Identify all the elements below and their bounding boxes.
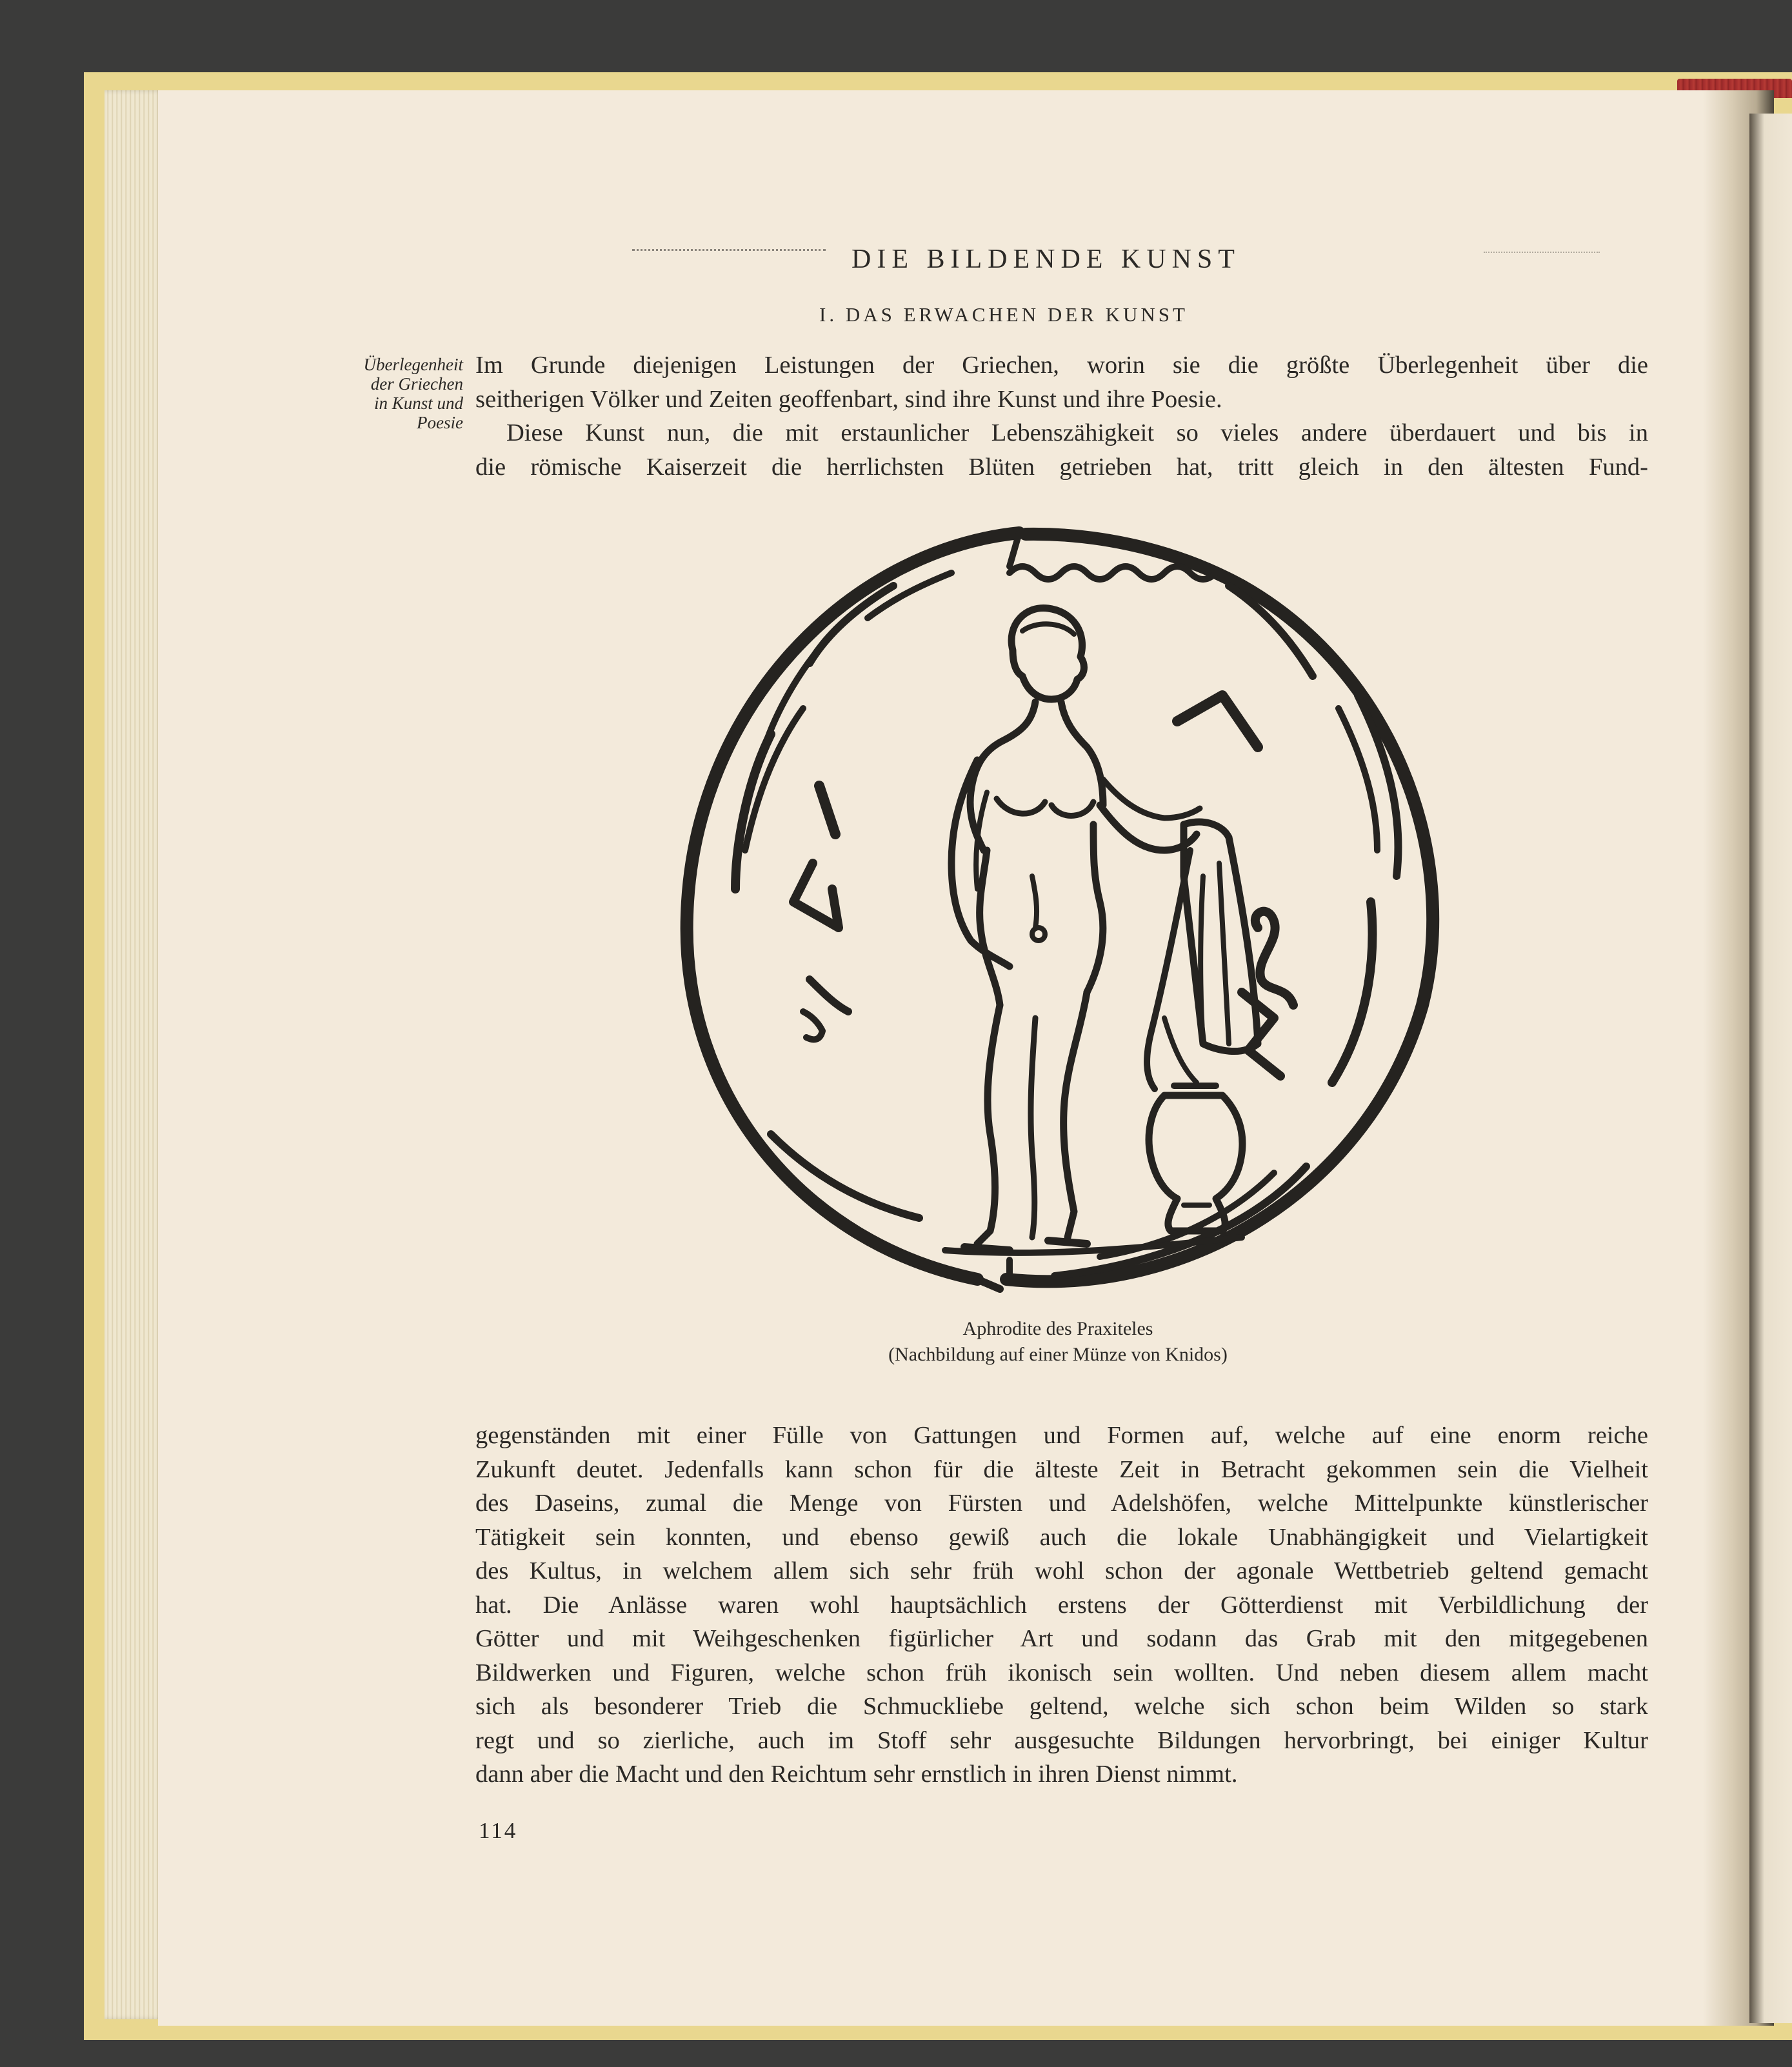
- marginal-note-line: der Griechen: [370, 374, 463, 394]
- page-edges: [105, 90, 163, 2019]
- coin-rim: [687, 533, 1019, 1279]
- caption-line: (Nachbildung auf einer Münze von Knidos): [888, 1344, 1228, 1365]
- page-number: 114: [479, 1818, 518, 1843]
- text-line: des Daseins, zumal die Menge von Fürsten und Adelshöfen, welche Mittelpunkte künstlerischer: [475, 1490, 1648, 1517]
- marginal-note-line: in Kunst und: [373, 394, 463, 413]
- section-heading: I. DAS ERWACHEN DER KUNST: [819, 303, 1188, 326]
- marginal-note-line: Poesie: [417, 413, 463, 432]
- text-line: des Kultus, in welchem allem sich sehr früh wohl schon der agonale Wettbetrieb geltend gemacht: [475, 1557, 1648, 1584]
- intro-text-block: [475, 348, 1648, 484]
- marginal-note: [302, 355, 463, 432]
- aphrodite-coin-illustration: [674, 515, 1442, 1308]
- text-line: dann aber die Macht und den Reichtum sehr ernstlich in ihren Dienst nimmt.: [475, 1761, 1238, 1788]
- facing-page-edge: [1749, 114, 1792, 2023]
- text-line: Zukunft deutet. Jedenfalls kann schon für die älteste Zeit in Betracht gekommen sein die Vielheit: [475, 1455, 1648, 1483]
- text-line: Im Grunde diejenigen Leistungen der Griechen, worin sie die größte Überlegenheit über die: [475, 352, 1648, 379]
- text-line: die römische Kaiserzeit die herrlichsten Blüten getrieben hat, tritt gleich in den ältesten Fund-: [475, 453, 1648, 481]
- decorative-dots: [1484, 252, 1600, 255]
- marginal-note-line: Überlegenheit: [363, 355, 463, 374]
- text-line: Tätigkeit sein konnten, und ebenso gewiß auch die lokale Unabhängigkeit und Vielartigkeit: [475, 1523, 1648, 1551]
- text-line: Diese Kunst nun, die mit erstaunlicher Lebenszähigkeit so vieles andere überdauert und bis in: [506, 419, 1648, 446]
- main-text-block: [475, 1419, 1648, 1792]
- caption-line: Aphrodite des Praxiteles: [962, 1318, 1153, 1339]
- chapter-title: DIE BILDENDE KUNST: [851, 245, 1240, 274]
- text-line: sich als besonderer Trieb die Schmuckliebe geltend, welche sich schon beim Wilden so stark: [475, 1693, 1648, 1720]
- text-line: Bildwerken und Figuren, welche schon früh ikonisch sein wollten. Und neben diesem allem macht: [475, 1659, 1648, 1686]
- text-line: regt und so zierliche, auch im Stoff sehr ausgesuchte Bildungen hervorbringt, bei einiger Kultur: [475, 1726, 1648, 1754]
- figure-caption: [774, 1316, 1342, 1368]
- text-line: hat. Die Anlässe waren wohl hauptsächlich erstens der Götterdienst mit Verbildlichung der: [475, 1591, 1648, 1619]
- text-line: gegenständen mit einer Fülle von Gattungen und Formen auf, welche auf eine enorm reiche: [475, 1422, 1648, 1449]
- decorative-dots: [632, 249, 826, 254]
- text-line: Götter und mit Weihgeschenken figürlicher Art und sodann das Grab mit den mitgegebenen: [475, 1625, 1648, 1652]
- text-line: seitherigen Völker und Zeiten geoffenbart, sind ihre Kunst und ihre Poesie.: [475, 385, 1222, 413]
